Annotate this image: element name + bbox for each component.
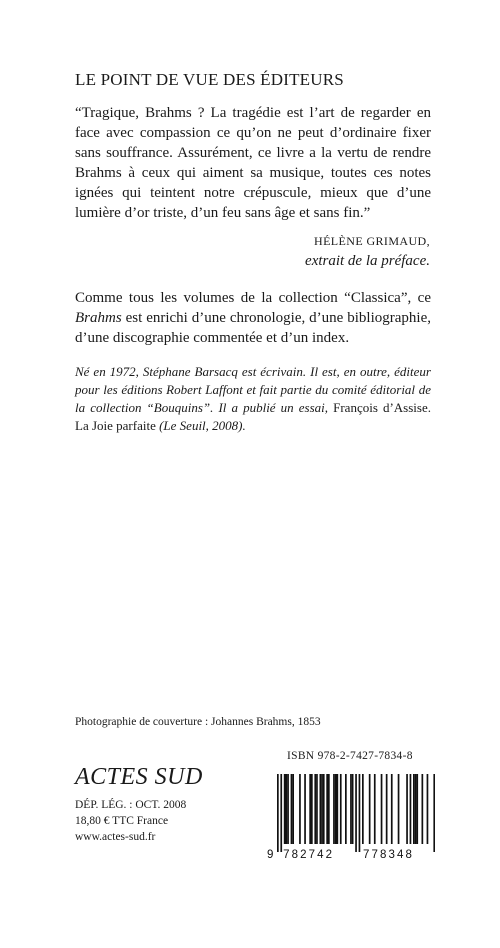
- isbn-label: ISBN 978-2-7427-7834-8: [287, 750, 413, 762]
- barcode: [265, 772, 435, 862]
- barcode-bar: [291, 774, 293, 844]
- barcode-bar: [369, 774, 371, 844]
- barcode-bar: [381, 774, 383, 844]
- barcode-bar: [350, 774, 352, 844]
- legal-deposit: DÉP. LÉG. : OCT. 2008: [75, 799, 187, 811]
- collection-book-title: Brahms: [75, 310, 122, 326]
- section-heading: LE POINT DE VUE DES ÉDITEURS: [75, 70, 344, 89]
- barcode-bars: [277, 774, 435, 852]
- photo-credit: Photographie de couverture : Johannes Brahms, 1853: [75, 716, 321, 728]
- barcode-bar: [410, 774, 412, 844]
- bio-text-2: (Le Seuil, 2008).: [155, 418, 246, 433]
- barcode-bar: [316, 774, 318, 844]
- barcode-bar: [413, 774, 415, 844]
- barcode-digit-group: 778348: [363, 849, 414, 861]
- preface-quote: “Tragique, Brahms ? La tragédie est l’art de regarder en face avec compassion ce qu’on ne peut d’ordinaire fixer sans souffrance. Assurément, ce livre a la vertu de rendre Brahms à ceux qui aiment sa musique, toutes ces notes ignées qui teintent notre crépuscule, mieux que d’une lumière d’or triste, d’un feu sans âge et sans fin.”: [75, 105, 431, 221]
- barcode-bar: [345, 774, 347, 844]
- barcode-bar: [391, 774, 393, 844]
- barcode-bar: [280, 774, 282, 852]
- website: www.actes-sud.fr: [75, 831, 156, 843]
- price: 18,80 € TTC France: [75, 815, 169, 827]
- barcode-bar: [359, 774, 361, 852]
- bio-text-1: Né en 1972, Stéphane Barsacq est écrivain. Il est, en outre, éditeur pour les éditions Robert Laffont et fait partie du comité éditorial de la collection “Bouquins”. Il a publié un essai,: [75, 364, 431, 415]
- legal-info: [75, 797, 186, 845]
- barcode-bar: [320, 774, 322, 844]
- barcode-bar: [362, 774, 364, 844]
- barcode-bar: [284, 774, 286, 844]
- quote-author: HÉLÈNE GRIMAUD,: [314, 234, 430, 248]
- barcode-bar: [326, 774, 328, 844]
- barcode-bar: [374, 774, 376, 844]
- author-bio: [75, 363, 431, 435]
- collection-text-2: est enrichi d’une chronologie, d’une bibliographie, d’une discographie commentée et d’un index.: [75, 310, 431, 346]
- barcode-bar: [415, 774, 417, 844]
- barcode-bar: [287, 774, 289, 844]
- barcode-bar: [321, 774, 323, 844]
- barcode-bar: [304, 774, 306, 844]
- barcode-digit-group: 9: [267, 849, 276, 861]
- barcode-bar: [398, 774, 400, 844]
- barcode-bar: [286, 774, 288, 844]
- collection-paragraph: [75, 288, 431, 348]
- barcode-bar: [335, 774, 337, 844]
- barcode-bar: [328, 774, 330, 844]
- barcode-bar: [386, 774, 388, 844]
- barcode-digit-group: 782742: [283, 849, 335, 861]
- collection-text-1: Comme tous les volumes de la collection “Classica”, ce: [75, 290, 431, 306]
- barcode-bar: [309, 774, 311, 844]
- barcode-bar: [355, 774, 357, 852]
- publisher-logo: ACTES SUD: [75, 764, 203, 790]
- barcode-bar: [416, 774, 418, 844]
- barcode-bar: [314, 774, 316, 844]
- barcode-bar: [311, 774, 313, 844]
- barcode-bar: [277, 774, 279, 852]
- barcode-bar: [337, 774, 339, 844]
- quote-source: extrait de la préface.: [305, 253, 430, 269]
- barcode-bar: [340, 774, 342, 844]
- barcode-bar: [299, 774, 301, 844]
- barcode-bar: [352, 774, 354, 844]
- barcode-bar: [422, 774, 424, 844]
- barcode-bar: [406, 774, 408, 844]
- barcode-bar: [323, 774, 325, 844]
- barcode-bar: [333, 774, 335, 844]
- barcode-bar: [292, 774, 294, 844]
- barcode-bar: [427, 774, 429, 844]
- barcode-digits: [267, 849, 414, 861]
- bio-book-title: François d’Assise. La Joie parfaite: [75, 400, 431, 433]
- barcode-bar: [433, 774, 435, 852]
